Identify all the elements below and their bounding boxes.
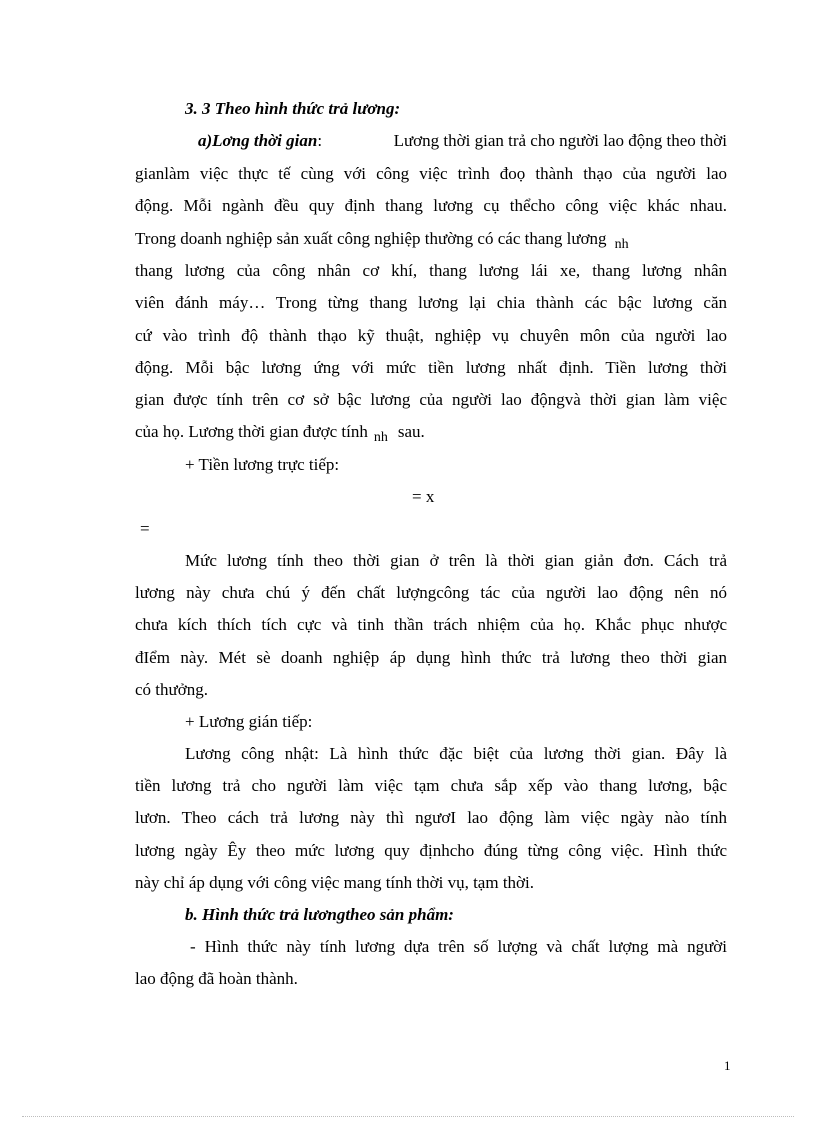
paragraph-a-line-4: Trong doanh nghiệp sản xuất công nghiệp thường có các thang lương $_{nh}$ xyxy=(135,229,629,252)
subheading-time-wage: a)Lơng thời gian xyxy=(198,131,318,150)
paragraph-2-line-5: có thưởng. xyxy=(135,680,208,699)
paragraph-a-line-9: gian được tính trên cơ sở bậc lương của người lao độngvà thời gian làm việc xyxy=(135,390,727,409)
paragraph-a-line-6: viên đánh máy… Trong từng thang lương lại chia thành các bậc lương căn xyxy=(135,293,727,312)
indirect-wage-label: + Lương gián tiếp: xyxy=(185,712,313,731)
paragraph-3-line-1: Lương công nhật: Là hình thức đặc biệt của lương thời gian. Đây là xyxy=(185,744,727,763)
paragraph-b-line-2: lao động đã hoàn thành. xyxy=(135,969,298,988)
paragraph-3-line-2: tiền lương trả cho người làm việc tạm chưa sắp xếp vào thang lương, bậc xyxy=(135,776,727,795)
formula-line-2: = xyxy=(140,519,150,538)
section-heading-b: b. Hình thức trả lươngtheo sản phẩm: xyxy=(185,905,454,924)
direct-wage-label: + Tiền lương trực tiếp: xyxy=(185,455,340,474)
paragraph-a-line-10: của họ. Lương thời gian được tính $_{nh}$ sau. xyxy=(135,422,425,445)
paragraph-2-line-4: đIểm này. Mét sè doanh nghiệp áp dụng hình thức trả lương theo thời gian xyxy=(135,648,727,667)
paragraph-a-line-8: động. Mỗi bậc lương ứng với mức tiền lương nhất định. Tiền lương thời xyxy=(135,358,727,377)
formula-line-1: = x xyxy=(412,487,435,506)
paragraph-3-line-3: lươn. Theo cách trả lương này thì ngươI lao động làm việc ngày nào tính xyxy=(135,808,727,827)
paragraph-3-line-5: này chỉ áp dụng với công việc mang tính thời vụ, tạm thời. xyxy=(135,873,535,892)
paragraph-a-line-7: cứ vào trình độ thành thạo kỹ thuật, nghiệp vụ chuyên môn của người lao xyxy=(135,326,727,345)
paragraph-a-line-2: gianlàm việc thực tế cùng với công việc trình đoọ thành thạo của người lao xyxy=(135,164,727,183)
paragraph-a-line-1: a)Lơng thời gian: Lương thời gian trả cho người lao động theo thời xyxy=(198,131,727,150)
paragraph-2-line-2: lương này chưa chú ý đến chất lượngcông tác của người lao động nên nó xyxy=(135,583,727,602)
paragraph-a-line-5: thang lương của công nhân cơ khí, thang lương lái xe, thang lương nhân xyxy=(135,261,727,280)
page-bottom-divider xyxy=(22,1116,794,1117)
paragraph-2-line-1: Mức lương tính theo thời gian ở trên là thời gian giản đơn. Cách trả xyxy=(185,551,727,570)
paragraph-2-line-3: chưa kích thích tích cực và tinh thần trách nhiệm của họ. Khắc phục nhược xyxy=(135,615,727,634)
paragraph-3-line-4: lương ngày Êy theo mức lương quy địnhcho đúng từng công việc. Hình thức xyxy=(135,841,727,860)
section-heading-3-3: 3. 3 Theo hình thức trả lương: xyxy=(185,99,401,118)
page-number: 1 xyxy=(724,1058,731,1073)
paragraph-b-line-1: - Hình thức này tính lương dựa trên số lượng và chất lượng mà người xyxy=(190,937,727,956)
paragraph-a-line-3: động. Mỗi ngành đều quy định thang lương cụ thểcho công việc khác nhau. xyxy=(135,196,727,215)
